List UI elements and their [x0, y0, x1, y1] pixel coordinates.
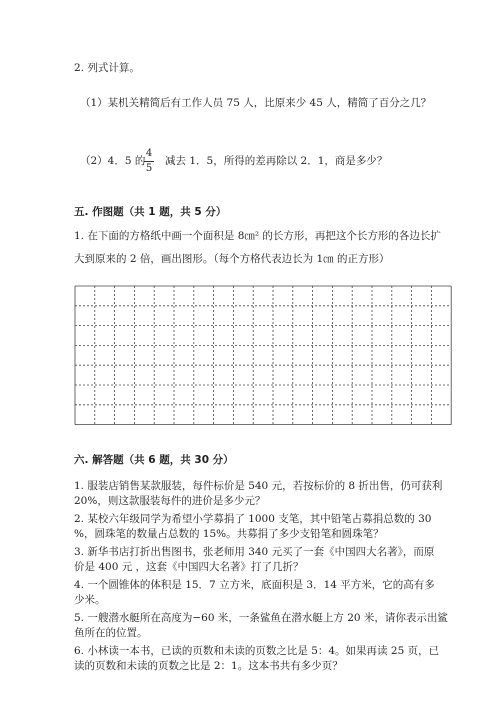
s6-question-line: 1. 服装店销售某款服装，每件标价是 540 元，若按标价的 8 折出售，仍可获利: [74, 480, 443, 492]
q2-item-2-prefix: （2）4．5 的: [80, 155, 146, 167]
s6-question-line: 2. 某校六年级同学为希望小学募捐了 1000 支笔，其中铅笔占募捐总数的 30: [74, 513, 432, 525]
square-grid-paper: [74, 285, 452, 427]
s6-question-line: 少米。: [74, 594, 106, 606]
fraction-four-fifths: [143, 148, 155, 176]
s6-question-line: %，圆珠笔的数量占总数的 15%。共募捐了多少支铅笔和圆珠笔？: [74, 528, 384, 540]
s6-question-line: 价是 400 元 ，这套《中国四大名著》打了几折？: [74, 561, 304, 573]
s5-q1-line2: 大到原来的 2 倍，画出图形。（每个方格代表边长为 1㎝ 的正方形）: [74, 253, 390, 265]
s6-question-line: 鱼所在的位置。: [74, 627, 148, 639]
q2-item-1: （1）某机关精简后有工作人员 75 人，比原来少 45 人，精简了百分之几？: [80, 97, 432, 109]
s5-q1-line1: 1. 在下面的方格纸中画一个面积是 8㎝² 的长方形，再把这个长方形的各边长扩: [74, 230, 441, 242]
q2-item-2-suffix: 减去 1．5，所得的差再除以 2．1，商是多少？: [165, 155, 388, 167]
fraction-numerator: 4: [145, 148, 153, 159]
s6-question-line: 3. 新华书店打折出售图书，张老师用 340 元买了一套《中国四大名著》，而原: [74, 546, 435, 558]
s6-question-line: 20%，则这款服装每件的进价是多少元？: [74, 495, 266, 507]
q2-header: 2. 列式计算。: [74, 62, 140, 74]
s6-question-line: 读的页数和未读的页数之比是 2：1。这本书共有多少页？: [74, 660, 343, 672]
s6-question-line: 5. 一艘潜水艇所在高度为−60 米，一条鲨鱼在潜水艇上方 20 米，请你表示出鲨: [74, 612, 448, 624]
s6-question-line: 4. 一个圆锥体的体积是 15．7 立方米，底面积是 3．14 平方米，它的高有多: [74, 579, 435, 591]
s6-question-line: 6. 小林读一本书，已读的页数和未读的页数之比是 5：4。如果再读 25 页，已: [74, 645, 440, 657]
fraction-denominator: 5: [145, 163, 153, 174]
section-5-title: 五. 作图题（共 1 题，共 5 分）: [74, 206, 227, 218]
section-6-title: 六. 解答题（共 6 题，共 30 分）: [74, 454, 234, 466]
fraction-bar: [144, 161, 154, 162]
